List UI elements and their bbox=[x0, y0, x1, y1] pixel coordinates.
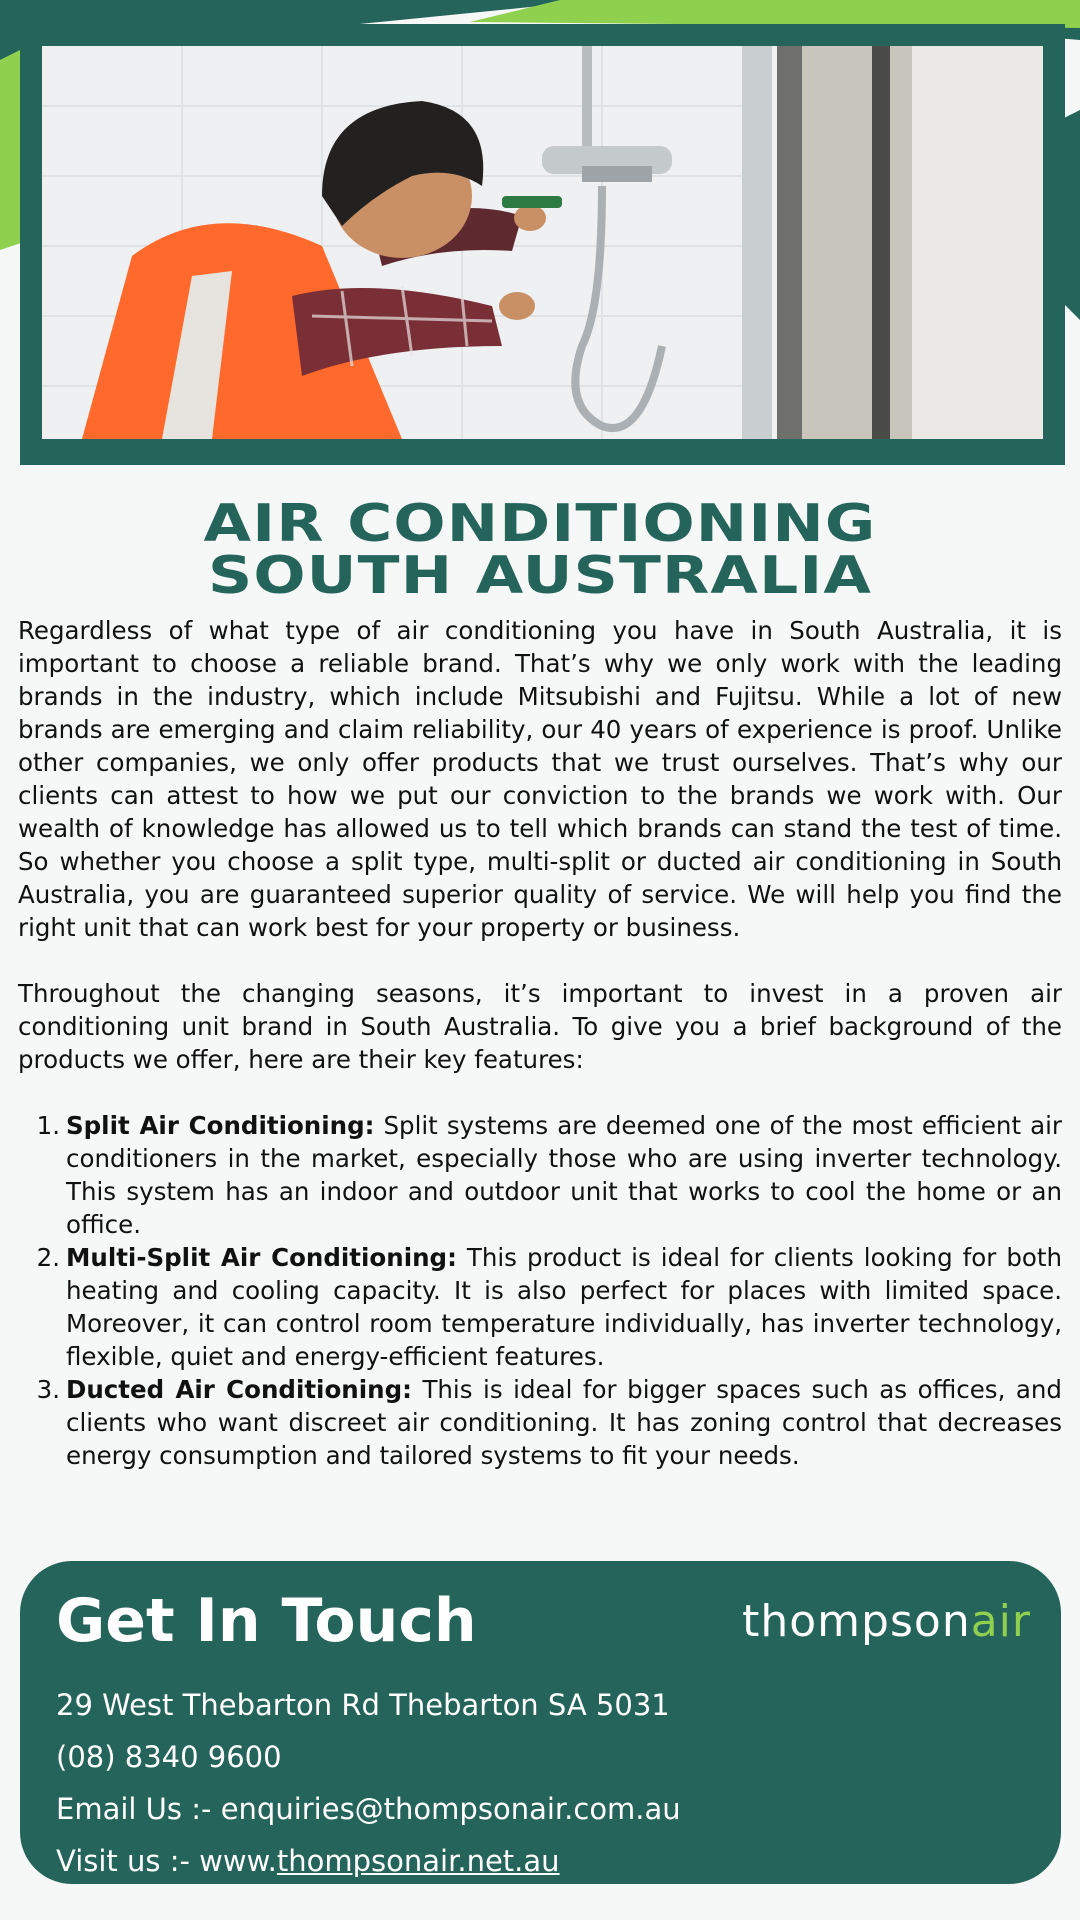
contact-address: 29 West Thebarton Rd Thebarton SA 5031 bbox=[56, 1688, 670, 1722]
feature-title: Split Air Conditioning: bbox=[66, 1111, 375, 1140]
contact-website bbox=[56, 1841, 560, 1881]
list-item bbox=[18, 1109, 1062, 1241]
logo-text-thompson: thompson bbox=[742, 1596, 971, 1647]
features-list bbox=[18, 1109, 1062, 1472]
contact-card bbox=[20, 1561, 1061, 1884]
email-label: Email Us :- bbox=[56, 1792, 221, 1826]
feature-text: This product is ideal for clients looking for both heating and cooling capacity. It is also perfect for places with limited space. Moreover, it can control room temperature individually, has inverter technology, flexible, quiet and energy-efficient features. bbox=[66, 1243, 1062, 1371]
contact-email bbox=[56, 1789, 681, 1829]
seasons-paragraph: Throughout the changing seasons, it’s important to invest in a proven air conditioning unit brand in South Australia. To give you a brief background of the products we offer, here are their key features: bbox=[18, 979, 1062, 1074]
article-body bbox=[18, 614, 1062, 1472]
intro-paragraph: Regardless of what type of air conditioning you have in South Australia, it is important to choose a reliable brand. That’s why we only work with the leading brands in the industry, which include Mitsubishi and Fujitsu. While a lot of new brands are emerging and claim reliability, our 40 years of experience is proof. Unlike other companies, we only offer products that we trust ourselves. That’s why our clients can attest to how we put our conviction to the brands we work with. Our wealth of knowledge has allowed us to tell which brands can stand the test of time. So whether you choose a split type, multi-split or ducted air conditioning in South Australia, you are guaranteed superior quality of service. We will help you find the right unit that can work best for your property or business. bbox=[18, 616, 1062, 942]
hero-photo bbox=[42, 46, 1043, 439]
website-label: Visit us :- www. bbox=[56, 1844, 277, 1878]
contact-heading: Get In Touch bbox=[56, 1586, 477, 1656]
contact-phone[interactable]: (08) 8340 9600 bbox=[56, 1740, 282, 1774]
list-number: 2. bbox=[36, 1243, 60, 1272]
feature-text: This is ideal for bigger spaces such as offices, and clients who want discreet air conditioning. It has zoning control that decreases energy consumption and tailored systems to fit your needs. bbox=[66, 1375, 1062, 1470]
page-title-line2: SOUTH AUSTRALIA bbox=[207, 546, 873, 606]
page-title-line1: AIR CONDITIONING bbox=[203, 494, 877, 554]
feature-title: Ducted Air Conditioning: bbox=[66, 1375, 412, 1404]
list-number: 1. bbox=[36, 1111, 60, 1140]
website-link[interactable]: thompsonair.net.au bbox=[276, 1844, 560, 1878]
list-item bbox=[18, 1241, 1062, 1373]
feature-title: Multi-Split Air Conditioning: bbox=[66, 1243, 457, 1272]
list-item bbox=[18, 1373, 1062, 1472]
feature-text: Split systems are deemed one of the most efficient air conditioners in the market, especially those who are using inverter technology. This system has an indoor and outdoor unit that works to cool the home or an office. bbox=[66, 1111, 1062, 1239]
email-link[interactable]: enquiries@thompsonair.com.au bbox=[220, 1792, 681, 1826]
technician-photo bbox=[42, 46, 1043, 439]
hero-frame bbox=[20, 24, 1065, 465]
brand-logo bbox=[742, 1597, 1031, 1647]
logo-text-air: air bbox=[970, 1596, 1031, 1647]
list-number: 3. bbox=[36, 1375, 60, 1404]
page-title bbox=[0, 494, 1080, 606]
